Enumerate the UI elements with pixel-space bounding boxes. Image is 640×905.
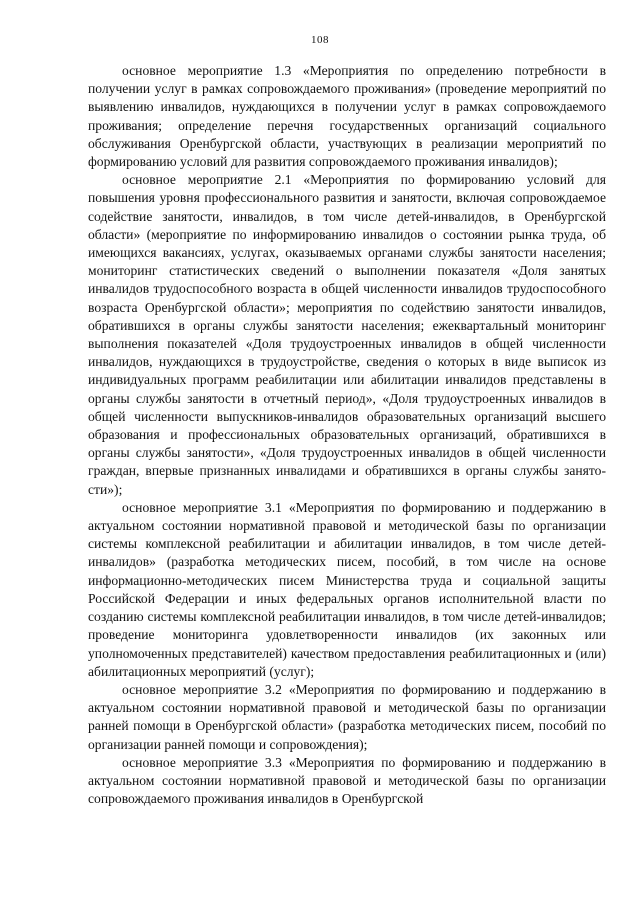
paragraph-activity-2-1: основное мероприятие 2.1 «Мероприятия по формированию условий для повышения уровня профессионального развития и занятости, включая сопровождаемое содействие занятости, инвалидов, в том числе детей-инвалидов, в Оренбургской области» (мероприятие по информированию инвалидов о состоянии рынка труда, об имеющихся вакансиях, услугах, оказываемых органами службы занятости населения; мониторинг статистических сведений о выполнении показателя «Доля занятых инвалидов трудоспособного возраста в общей численности инвалидов трудоспособного возраста Оренбургской области»; мероприятия по содействию занятости инвалидов, обратившихся в органы службы занятости населения; ежеквартальный мониторинг выполнения показателей «Доля трудоустроенных инвалидов в общей численности инвалидов, нуждающихся в трудоустройстве, сведения о которых в виде выписок из индивидуальных программ реабилитации или абилитации инвалидов представлены в органы службы занятости в отчетный период», «Доля трудоустроенных инвалидов в общей численности выпускников-инвалидов образовательных организаций высшего образования и профессиональных образовательных организаций, обратившихся в органы службы занятости», «Доля трудоустроенных инвалидов в общей численности граждан, впервые признанных инвалидами и обратившихся в органы службы занятости»); bbox=[88, 172, 606, 497]
page-number: 108 bbox=[311, 34, 329, 46]
paragraph-activity-3-3: основное мероприятие 3.3 «Мероприятия по формированию и поддержанию в актуальном состоянии нормативной правовой и методической базы по организации сопровождаемого проживания инвалидов в Оренбургской bbox=[88, 754, 606, 807]
paragraph-activity-3-1: основное мероприятие 3.1 «Мероприятия по формированию и поддержанию в актуальном состоянии нормативной правовой и методической базы по организации системы комплексной реабилитации и абилитации инвалидов, в том числе детей-инвалидов» (разработка методических писем, пособий, в том числе на основе информационно-методических писем Министерства труда и социальной защиты Российской Федерации и иных федеральных органов исполнительной власти по созданию системы комплексной реабилитации инвалидов, в том числе детей-инвалидов; проведение мониторинга удовлетворенности инвалидов (их законных или уполномоченных представителей) качеством предоставления реабилитационных и (или) абилитационных мероприятий (услуг); bbox=[88, 499, 606, 679]
paragraph-activity-3-2: основное мероприятие 3.2 «Мероприятия по формированию и поддержанию в актуальном состоянии нормативной правовой и методической базы по организации ранней помощи в Оренбургской области» (разработка методических писем, пособий по организации ранней помощи и сопровождения); bbox=[88, 681, 606, 752]
document-body bbox=[88, 62, 606, 808]
paragraph-activity-1-3: основное мероприятие 1.3 «Мероприятия по определению потребности в получении услуг в рамках сопровождаемого проживания» (проведение мероприятий по выявлению инвалидов, нуждающихся в получении услуг в рамках сопровождаемого проживания; определение перечня государственных организаций социального обслуживания Оренбургской области, участвующих в реализации мероприятий по формированию условий для развития сопровождаемого проживания инвалидов); bbox=[88, 63, 606, 170]
